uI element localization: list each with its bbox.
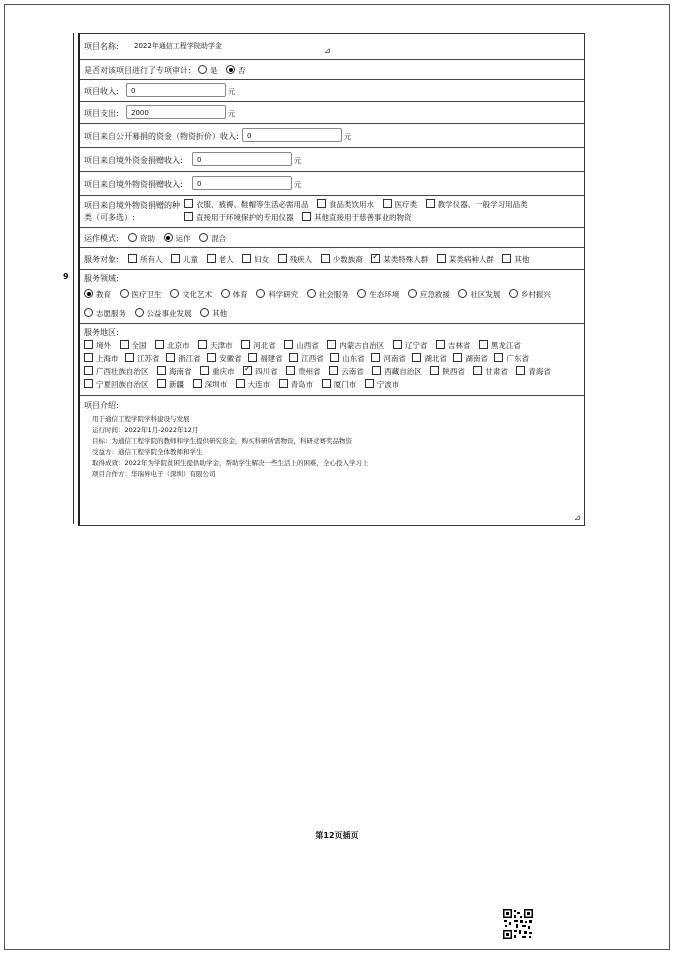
intro-line: 项目合作方：华瑞昇电子（深圳）有限公司 — [92, 470, 216, 478]
radio-icon[interactable] — [256, 289, 265, 298]
row-service-fields — [80, 270, 584, 324]
checkbox-icon[interactable] — [412, 353, 421, 362]
radio-icon[interactable] — [408, 289, 417, 298]
foreign-fund-label: 项目来自境外资金捐赠收入: — [84, 156, 183, 165]
foreign-goods-input[interactable]: 0 — [192, 176, 292, 190]
expense-label: 项目支出: — [84, 109, 119, 118]
checkbox-icon[interactable] — [516, 366, 525, 375]
income-unit: 元 — [228, 88, 235, 96]
goods-types-label-1: 项目来自境外物资捐赠的种 — [84, 201, 180, 210]
field-option[interactable]: 公益事业发展 — [135, 308, 192, 319]
region-option[interactable]: 宁波市 — [365, 379, 400, 390]
audit-option-no[interactable]: 否 — [226, 65, 246, 76]
target-option[interactable]: 儿童 — [171, 254, 198, 265]
region-option[interactable]: 浙江省 — [166, 353, 201, 364]
foreign-goods-label: 项目来自境外物资捐赠收入: — [84, 180, 183, 189]
row-public-fund — [80, 124, 584, 148]
project-name-value[interactable]: 2022年通信工程学院助学金 — [134, 42, 222, 50]
region-option[interactable]: 上海市 — [84, 353, 119, 364]
checkbox-icon[interactable] — [279, 379, 288, 388]
region-option[interactable]: 深圳市 — [193, 379, 228, 390]
radio-icon[interactable] — [509, 289, 518, 298]
intro-line: 用于通信工程学院学科建设与发展 — [92, 415, 190, 423]
radio-icon[interactable] — [198, 65, 207, 74]
checkbox-icon[interactable] — [302, 212, 311, 221]
checkbox-icon[interactable] — [322, 379, 331, 388]
region-option[interactable]: 陕西省 — [430, 366, 465, 377]
project-form — [78, 33, 585, 526]
checkbox-icon[interactable] — [436, 340, 445, 349]
row-number: 9 — [63, 272, 69, 281]
region-option[interactable]: 青岛市 — [279, 379, 314, 390]
qr-code-icon — [502, 908, 534, 940]
intro-line: 受益方：通信工程学院全体教师和学生 — [92, 448, 203, 456]
checkbox-icon[interactable] — [207, 353, 216, 362]
region-option[interactable]: 吉林省 — [436, 340, 471, 351]
field-option-selected[interactable]: 教育 — [84, 289, 111, 300]
service-targets-label: 服务对象: — [84, 255, 119, 264]
region-option[interactable]: 厦门市 — [322, 379, 357, 390]
radio-icon[interactable] — [200, 308, 209, 317]
region-option[interactable]: 宁夏回族自治区 — [84, 379, 149, 390]
region-option[interactable]: 江苏省 — [125, 353, 160, 364]
radio-icon[interactable] — [307, 289, 316, 298]
region-option[interactable]: 河南省 — [371, 353, 406, 364]
field-option[interactable]: 医疗卫生 — [120, 289, 162, 300]
row-service-regions — [80, 324, 584, 396]
field-option[interactable]: 应急救援 — [408, 289, 450, 300]
region-option[interactable]: 湖南省 — [453, 353, 488, 364]
checkbox-icon[interactable] — [494, 353, 503, 362]
checkbox-icon[interactable] — [437, 254, 446, 263]
region-option[interactable]: 内蒙古自治区 — [327, 340, 384, 351]
row-expense — [80, 102, 584, 124]
region-option[interactable]: 安徽省 — [207, 353, 242, 364]
region-option[interactable]: 全国 — [120, 340, 147, 351]
region-option[interactable]: 云南省 — [329, 366, 364, 377]
service-regions-label: 服务地区: — [84, 328, 119, 337]
checkbox-icon[interactable] — [193, 379, 202, 388]
checkbox-icon[interactable] — [84, 353, 93, 362]
target-option[interactable]: 其他 — [502, 254, 529, 265]
region-option[interactable]: 天津市 — [198, 340, 233, 351]
checkbox-icon[interactable] — [321, 254, 330, 263]
region-option[interactable]: 重庆市 — [200, 366, 235, 377]
checkbox-icon[interactable] — [383, 199, 392, 208]
checkbox-icon[interactable] — [453, 353, 462, 362]
goods-option[interactable]: 食品类饮用水 — [317, 199, 374, 210]
checkbox-icon[interactable] — [166, 353, 175, 362]
region-option[interactable]: 北京市 — [155, 340, 190, 351]
region-option-checked[interactable]: ✓ 四川省 — [243, 366, 278, 377]
radio-icon[interactable] — [120, 289, 129, 298]
checkbox-icon[interactable] — [330, 353, 339, 362]
region-option[interactable]: 广东省 — [494, 353, 529, 364]
checkbox-icon[interactable] — [248, 353, 257, 362]
expense-unit: 元 — [228, 110, 235, 118]
radio-icon[interactable] — [84, 308, 93, 317]
target-option[interactable]: 老人 — [207, 254, 234, 265]
checkbox-icon[interactable] — [502, 254, 511, 263]
target-option[interactable]: 残疾人 — [278, 254, 313, 265]
checkbox-icon[interactable] — [242, 254, 251, 263]
checkbox-icon[interactable] — [125, 353, 134, 362]
foreign-fund-input[interactable]: 0 — [192, 152, 292, 166]
checkbox-icon[interactable] — [284, 340, 293, 349]
checkbox-icon[interactable] — [286, 366, 295, 375]
checkbox-icon[interactable] — [317, 199, 326, 208]
goods-types-label-2: 类（可多选）: — [84, 213, 135, 222]
region-option[interactable]: 西藏自治区 — [372, 366, 422, 377]
expense-input[interactable]: 2000 — [126, 105, 226, 119]
radio-icon[interactable] — [128, 233, 137, 242]
checkbox-icon[interactable] — [372, 366, 381, 375]
income-input[interactable]: 0 — [126, 83, 226, 97]
region-option[interactable]: 新疆 — [157, 379, 184, 390]
field-option[interactable]: 体育 — [221, 289, 248, 300]
checkbox-icon[interactable] — [84, 366, 93, 375]
region-option[interactable]: 甘肃省 — [473, 366, 508, 377]
region-option[interactable]: 海南省 — [157, 366, 192, 377]
radio-icon[interactable] — [170, 289, 179, 298]
checkbox-icon[interactable] — [198, 340, 207, 349]
checkbox-icon[interactable] — [184, 199, 193, 208]
intro-line: 目标：为通信工程学院的教师和学生提供研究资金，购买科研所需物资，科研竞赛奖品物资 — [92, 437, 352, 445]
target-option-checked[interactable]: ✓ 某类特殊人群 — [371, 254, 428, 265]
region-option[interactable]: 贵州省 — [286, 366, 321, 377]
checkbox-icon[interactable] — [128, 254, 137, 263]
radio-icon[interactable] — [458, 289, 467, 298]
radio-icon[interactable] — [357, 289, 366, 298]
public-fund-unit: 元 — [344, 133, 351, 141]
region-option[interactable]: 黑龙江省 — [479, 340, 521, 351]
intro-line: 运行时间：2022年1月-2022年12月 — [92, 426, 199, 434]
row-project-name — [80, 34, 584, 60]
field-option[interactable]: 志愿服务 — [84, 308, 126, 319]
checkbox-icon[interactable] — [84, 340, 93, 349]
row-foreign-goods — [80, 172, 584, 196]
operation-mode-label: 运作模式: — [84, 234, 119, 243]
foreign-fund-unit: 元 — [294, 157, 301, 165]
checkbox-icon[interactable] — [393, 340, 402, 349]
field-option[interactable]: 文化艺术 — [170, 289, 212, 300]
row-service-targets — [80, 248, 584, 270]
checkbox-icon[interactable] — [371, 353, 380, 362]
checkbox-icon[interactable] — [157, 379, 166, 388]
region-option[interactable]: 湖北省 — [412, 353, 447, 364]
field-option[interactable]: 其他 — [200, 308, 227, 319]
income-label: 项目收入: — [84, 87, 119, 96]
checkbox-icon[interactable] — [200, 366, 209, 375]
region-option[interactable]: 广西壮族自治区 — [84, 366, 149, 377]
service-fields-label: 服务领域: — [84, 274, 119, 283]
checkbox-icon[interactable] — [473, 366, 482, 375]
row-operation-mode — [80, 228, 584, 248]
checkbox-icon[interactable] — [426, 199, 435, 208]
goods-option[interactable]: 医疗类 — [383, 199, 418, 210]
row-goods-types — [80, 196, 584, 228]
mode-option-operate[interactable]: 运作 — [164, 233, 191, 244]
region-option[interactable]: 江西省 — [289, 353, 324, 364]
public-fund-label: 项目来自公开募捐的资金（物资折价）收入: — [84, 132, 239, 141]
checkbox-icon[interactable] — [155, 340, 164, 349]
goods-option[interactable]: 衣服、被褥、鞋帽等生活必需用品 — [184, 199, 309, 210]
field-option[interactable]: 乡村振兴 — [509, 289, 551, 300]
mode-option-fund[interactable]: 资助 — [128, 233, 155, 244]
resize-handle-icon[interactable]: ⊿ — [324, 46, 331, 55]
checkbox-icon[interactable] — [479, 340, 488, 349]
radio-selected-icon[interactable] — [226, 65, 235, 74]
checkbox-icon[interactable] — [157, 366, 166, 375]
target-option[interactable]: 某类病种人群 — [437, 254, 494, 265]
field-option[interactable]: 社区发展 — [458, 289, 500, 300]
intro-line: 取得成效：2022年为学院贫困生提供助学金，帮助学生解决一些生活上的困难，全心投入学习上 — [92, 459, 369, 467]
region-option[interactable]: 境外 — [84, 340, 111, 351]
row-foreign-fund — [80, 148, 584, 172]
radio-icon[interactable] — [221, 289, 230, 298]
checkbox-icon[interactable] — [84, 379, 93, 388]
checkbox-icon[interactable] — [184, 212, 193, 221]
checkbox-icon[interactable] — [329, 366, 338, 375]
resize-handle-icon[interactable]: ⊿ — [574, 513, 581, 522]
target-option[interactable]: 少数族裔 — [321, 254, 363, 265]
radio-selected-icon[interactable] — [84, 289, 93, 298]
audit-option-yes[interactable]: 是 — [198, 65, 218, 76]
region-option[interactable]: 福建省 — [248, 353, 283, 364]
checkbox-icon[interactable] — [289, 353, 298, 362]
mode-option-mixed[interactable]: 混合 — [199, 233, 226, 244]
radio-icon[interactable] — [135, 308, 144, 317]
checkbox-icon[interactable] — [365, 379, 374, 388]
checkbox-icon[interactable] — [278, 254, 287, 263]
checkbox-checked-icon[interactable] — [243, 366, 252, 375]
checkbox-icon[interactable] — [327, 340, 336, 349]
region-option[interactable]: 大连市 — [236, 379, 271, 390]
checkbox-icon[interactable] — [241, 340, 250, 349]
checkbox-icon[interactable] — [207, 254, 216, 263]
target-option[interactable]: 妇女 — [242, 254, 269, 265]
intro-label: 项目介绍: — [84, 401, 119, 410]
row-intro[interactable] — [80, 396, 584, 525]
region-option[interactable]: 山西省 — [284, 340, 319, 351]
project-name-label: 项目名称: — [84, 42, 119, 51]
public-fund-input[interactable]: 0 — [242, 128, 342, 142]
checkbox-icon[interactable] — [171, 254, 180, 263]
goods-option[interactable]: 其他直接用于慈善事业的物资 — [302, 212, 412, 223]
region-option[interactable]: 山东省 — [330, 353, 365, 364]
radio-selected-icon[interactable] — [164, 233, 173, 242]
region-option[interactable]: 青海省 — [516, 366, 551, 377]
radio-icon[interactable] — [199, 233, 208, 242]
page-footer: 第12页插页 — [315, 831, 359, 840]
checkbox-checked-icon[interactable] — [371, 254, 380, 263]
row-special-audit — [80, 60, 584, 80]
field-option[interactable]: 生态环境 — [357, 289, 399, 300]
checkbox-icon[interactable] — [430, 366, 439, 375]
target-option[interactable]: 所有人 — [128, 254, 163, 265]
special-audit-label: 是否对该项目进行了专项审计: — [84, 66, 191, 75]
region-option[interactable]: 河北省 — [241, 340, 276, 351]
goods-option[interactable]: 教学仪器、一般学习用品类 — [426, 199, 528, 210]
field-option[interactable]: 社会服务 — [307, 289, 349, 300]
field-option[interactable]: 科学研究 — [256, 289, 298, 300]
row-income — [80, 80, 584, 102]
checkbox-icon[interactable] — [120, 340, 129, 349]
foreign-goods-unit: 元 — [294, 181, 301, 189]
goods-option[interactable]: 直接用于环境保护的专用仪器 — [184, 212, 294, 223]
checkbox-icon[interactable] — [236, 379, 245, 388]
region-option[interactable]: 辽宁省 — [393, 340, 428, 351]
